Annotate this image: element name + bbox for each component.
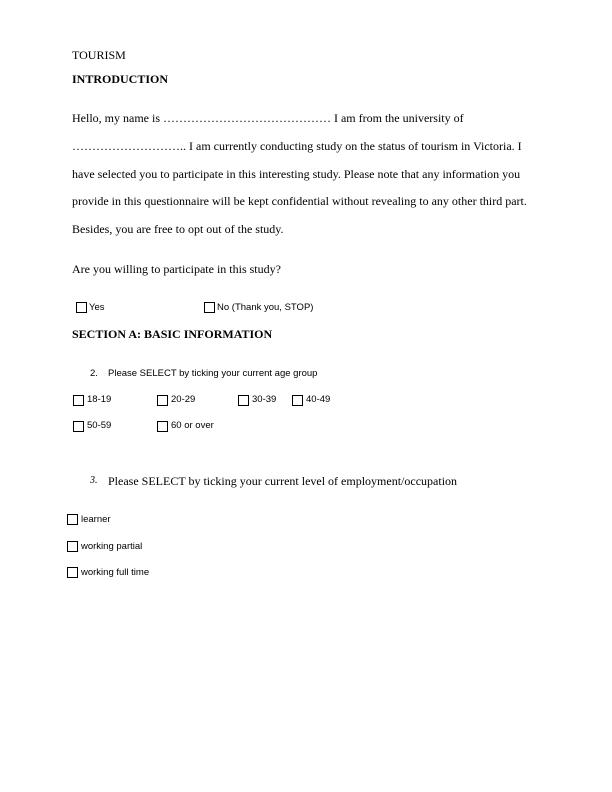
q2-number: 2. [90, 368, 98, 379]
age-checkbox-60-or-over[interactable] [157, 421, 168, 432]
age-label-18-19: 18-19 [87, 394, 112, 405]
consent-question: Are you willing to participate in this study? [72, 262, 281, 276]
age-label-60-or-over: 60 or over [171, 420, 214, 431]
age-checkbox-40-49[interactable] [292, 395, 303, 406]
age-checkbox-18-19[interactable] [73, 395, 84, 406]
occupation-label-working-full-time: working full time [81, 567, 150, 578]
age-label-50-59: 50-59 [87, 420, 112, 431]
intro-line: Hello, my name is …………………………………… I am from the university of [72, 111, 464, 125]
introduction-heading: INTRODUCTION [72, 72, 169, 86]
intro-line: provide in this questionnaire will be kept confidential without revealing to any other third part. [72, 194, 527, 208]
age-checkbox-30-39[interactable] [238, 395, 249, 406]
occupation-checkbox-working-full-time[interactable] [67, 567, 78, 578]
q3-number: 3. [90, 475, 98, 486]
intro-line: have selected you to participate in this interesting study. Please note that any information you [72, 167, 521, 181]
q2-text: Please SELECT by ticking your current age group [108, 368, 318, 379]
consent-no-checkbox[interactable] [204, 302, 215, 313]
q3-text: Please SELECT by ticking your current level of employment/occupation [108, 474, 458, 488]
age-label-20-29: 20-29 [171, 394, 196, 405]
occupation-label-working-partial: working partial [81, 541, 143, 552]
age-label-40-49: 40-49 [306, 394, 331, 405]
section-a-heading: SECTION A: BASIC INFORMATION [72, 327, 273, 341]
occupation-label-learner: learner [81, 514, 111, 525]
intro-line: ……………………….. I am currently conducting study on the status of tourism in Victoria. I [72, 139, 522, 153]
consent-yes-checkbox[interactable] [76, 302, 87, 313]
occupation-checkbox-working-partial[interactable] [67, 541, 78, 552]
consent-yes-label: Yes [89, 302, 105, 313]
occupation-checkbox-learner[interactable] [67, 514, 78, 525]
age-label-30-39: 30-39 [252, 394, 277, 405]
intro-line: Besides, you are free to opt out of the study. [72, 222, 284, 236]
consent-no-label: No (Thank you, STOP) [217, 302, 314, 313]
age-checkbox-50-59[interactable] [73, 421, 84, 432]
document-title: TOURISM [72, 48, 126, 62]
age-checkbox-20-29[interactable] [157, 395, 168, 406]
